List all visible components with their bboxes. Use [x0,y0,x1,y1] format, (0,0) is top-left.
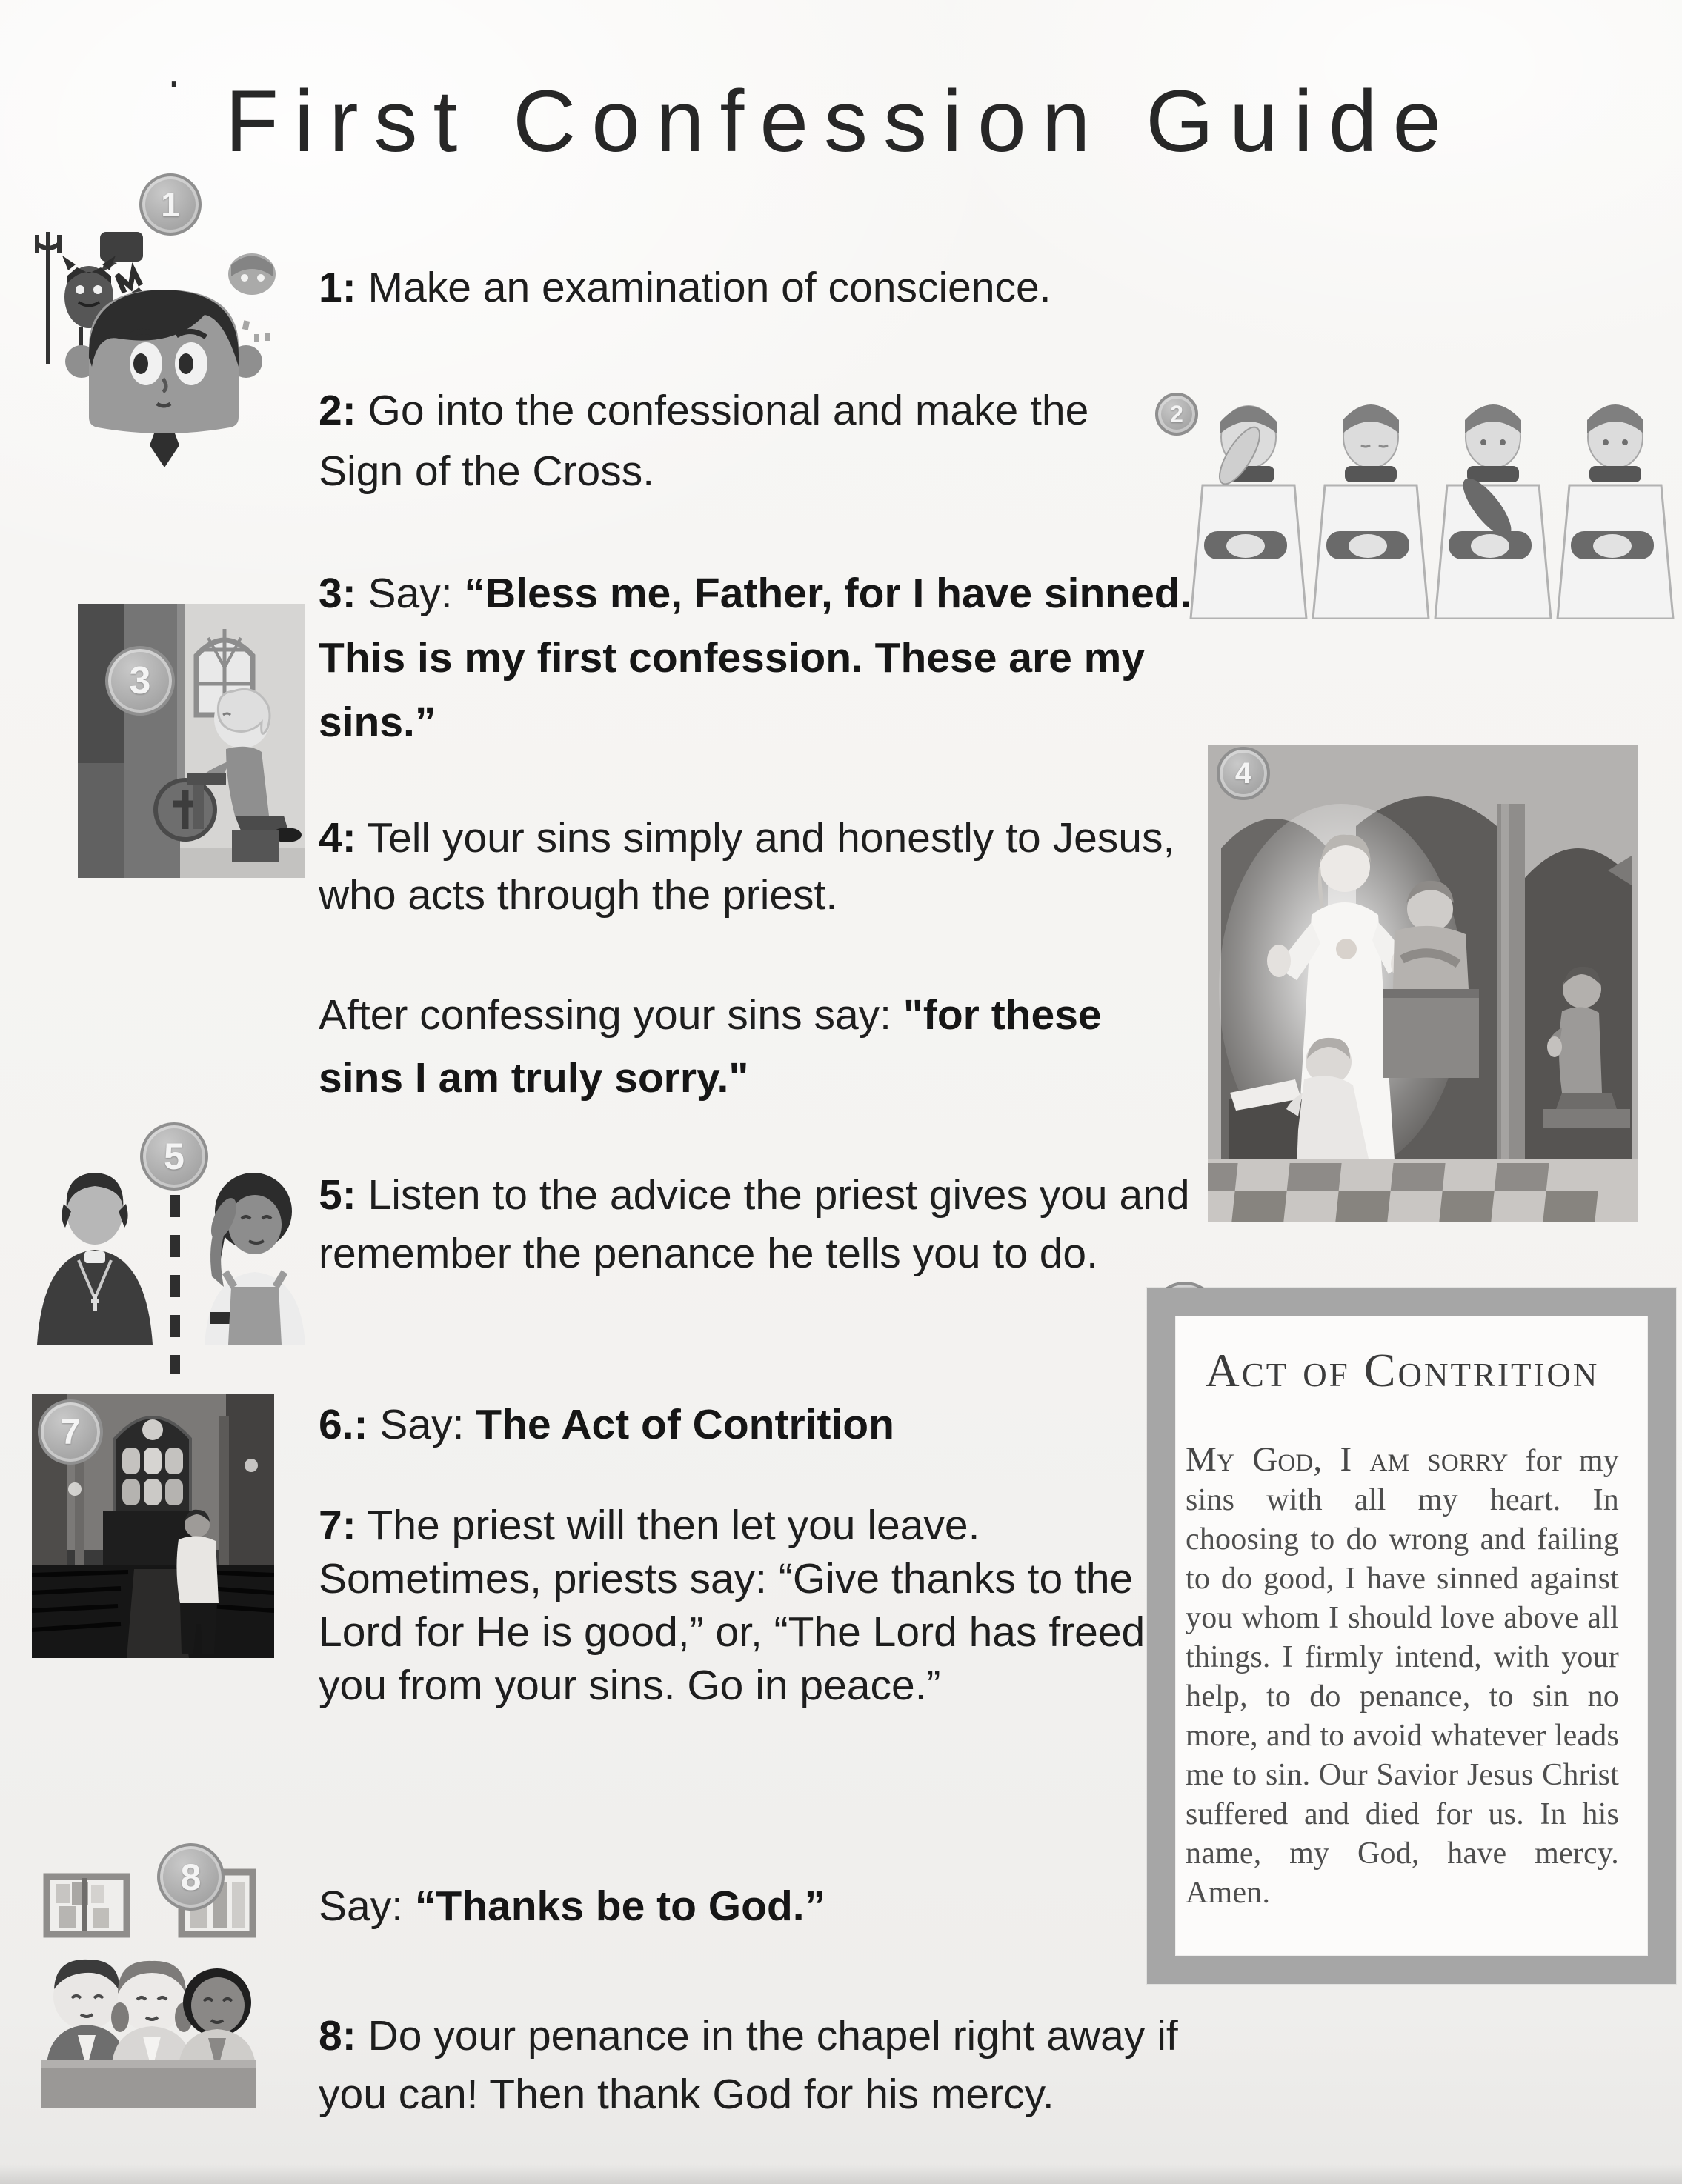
jesus-confessional-svg [1208,745,1638,1222]
pew-front [41,2068,256,2108]
after-confessing-lead: After confessing your sins say: [319,991,892,1039]
step-2-body: Go into the confessional and make the Sign of the Cross. [319,387,1089,495]
step-3-text [319,562,1197,755]
step-6-quote: The Act of Contrition [476,1401,894,1448]
stained-glass-window-icon [115,1417,190,1513]
step-4-text [319,810,1208,924]
illustration-children-praying [33,1841,259,2108]
prayer-opening: My God, I am sorry [1186,1440,1509,1479]
step-2-text [319,380,1149,502]
step-3-say: Say: [368,570,453,617]
step-3-quote: “Bless me, Father, for I have sinned. This is my first confession. These are my sins.” [319,570,1192,746]
after-confessing-quote: "for these sins I am truly sorry." [319,991,1102,1102]
step-5-badge: 5 [140,1122,208,1191]
illustration-altar-boys [1152,374,1678,619]
thanks-quote: “Thanks be to God.” [414,1882,826,1930]
pew-rail [41,2060,256,2068]
children-praying-svg [33,1841,259,2108]
step-8-text [319,2007,1186,2124]
altar-boy-figure [1191,406,1306,619]
thanks-lead: Say: [319,1882,404,1930]
step-5-number: 5: [319,1171,356,1219]
step-3-number: 3: [319,570,356,617]
step-3-badge: 3 [105,646,175,716]
pews [32,1565,274,1658]
confessional-illustration-svg [78,604,305,878]
altar-boy-figure [1558,404,1673,619]
illustration-child-at-confessional [78,604,305,878]
step-1-badge: 1 [139,173,202,236]
act-of-contrition-inner [1175,1316,1648,1913]
step-7-badge: 7 [38,1399,103,1465]
step-1-text [319,256,1208,319]
act-of-contrition-box [1147,1288,1676,1984]
step-7-body: The priest will then let you leave. Sometimes, priests say: “Give thanks to the Lord for He is good,” or, “The Lord has freed you from your sins. Go in peace.” [319,1502,1146,1709]
step-1-number: 1: [319,264,356,311]
step-2-badge: 2 [1155,393,1198,436]
after-confessing-text [319,984,1141,1110]
act-of-contrition-title: Act of Contrition [1205,1344,1600,1396]
chapel-window-icon [47,1877,127,1934]
page-title: First Confession Guide [225,73,1457,171]
checkered-floor [1208,1159,1638,1222]
listening-child-icon [205,1173,305,1345]
thanks-be-to-god-text [319,1875,1208,1937]
priest-bust-icon [37,1173,153,1345]
step-8-body: Do your penance in the chapel right away if you can! Then thank God for his mercy. [319,2012,1178,2118]
prayer-body: for my sins with all my heart. In choosing to do wrong and failing to do good, I have sinned against you whom I should love above all things. I firmly intend, with your help, to do penance, to sin no more, and to avoid whatever leads me to sin. Our Savior Jesus Christ suffered and died for us. In his name, my God, have mercy. Amen. [1186,1444,1619,1910]
step-7-number: 7: [319,1502,356,1549]
step-5-text [319,1166,1200,1283]
illustration-jesus-confessional [1208,745,1638,1222]
step-4-number: 4: [319,814,356,862]
altar-boys-illustration-svg [1152,374,1678,619]
cross-medallion-icon [156,780,215,839]
altar-boy-figure [1435,404,1551,619]
step-6-say: Say: [379,1401,465,1448]
step-8-badge: 8 [157,1843,225,1911]
title-artifact-dot: . [167,44,181,97]
step-6-number: 6.: [319,1401,368,1448]
step-4-body: Tell your sins simply and honestly to Jesus, who acts through the priest. [319,814,1175,919]
step-6-text [319,1394,1208,1456]
step-7-text [319,1499,1189,1712]
step-2-number: 2: [319,387,356,434]
step-8-number: 8: [319,2012,356,2060]
act-of-contrition-prayer [1186,1440,1619,1913]
step-1-body: Make an examination of conscience. [368,264,1051,311]
altar-boy-figure [1313,404,1429,619]
step-5-body: Listen to the advice the priest gives you and remember the penance he tells you to do. [319,1171,1190,1277]
step-4-badge: 4 [1217,747,1270,800]
